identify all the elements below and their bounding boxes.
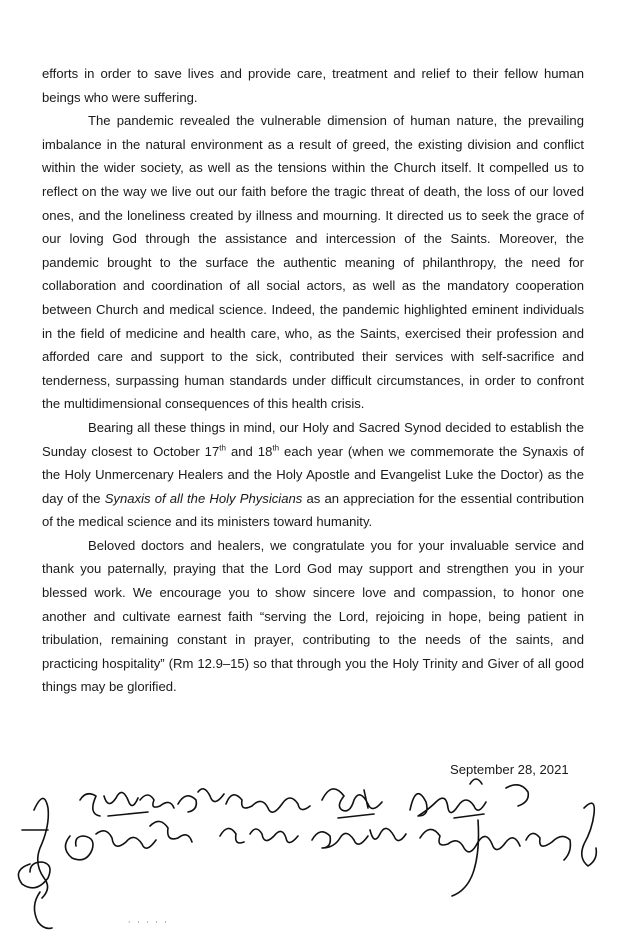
letter-date: September 28, 2021	[450, 762, 569, 777]
handwritten-signature	[0, 770, 623, 936]
ordinal-suffix: th	[272, 443, 280, 453]
ordinal-suffix: th	[219, 443, 226, 453]
text-run: Beloved doctors and healers, we congratulate you for your invaluable service and thank you paternally, praying that the Lord God may support and strengthen you in your blessed work. We encourage you to show sincere love and compassion, to honor one another and cultivate earnest faith “serving the Lord, rejoicing in hope, being patient in tribulation, remaining constant in prayer, contributing to the needs of the saints, and practicing hospitality” (Rm 12.9–15) so that through you the Holy Trinity and Giver of all good things may be glorified.	[42, 537, 584, 695]
text-run: and 18	[225, 443, 273, 459]
paragraph-1	[42, 62, 584, 109]
text-run: as an appreciation for the essential contribution of the medical science and its ministers toward humanity.	[42, 490, 584, 530]
letter-body	[42, 62, 584, 699]
text-run: each year (when we commemorate the Synaxis of the Holy Unmercenary Healers and the Holy Apostle and Evangelist Luke the Doctor) as the day of the	[42, 443, 585, 506]
paragraph-3	[42, 416, 584, 534]
paragraph-2	[42, 109, 584, 416]
footer-marks: · · · · ·	[128, 918, 169, 927]
paragraph-4	[42, 534, 584, 699]
italic-phrase: Synaxis of all the Holy Physicians	[104, 490, 303, 506]
text-run: efforts in order to save lives and provide care, treatment and relief to their fellow human beings who were suffering.	[42, 66, 584, 105]
text-run: The pandemic revealed the vulnerable dimension of human nature, the prevailing imbalance in the natural environment as a result of greed, the existing division and conflict within the wider society, as well as the tensions within the Church itself. It compelled us to reflect on the way we live out our faith before the tragic threat of death, the loss of our loved ones, and the loneliness created by illness and mourning. It directed us to seek the grace of our loving God through the assistance and intercession of the Saints. Moreover, the pandemic brought to the surface the authentic meaning of philanthropy, the need for collaboration and coordination of all social actors, as well as the mandatory cooperation between Church and medical science. Indeed, the pandemic highlighted eminent individuals in the field of medicine and health care, who, as the Saints, exercised their profession and afforded care and support to the sick, contributed their services with self-sacrifice and tenderness, surpassing human standards under difficult circumstances, in order to confront the multidimensional consequences of this health crisis.	[42, 113, 584, 412]
text-run: Bearing all these things in mind, our Holy and Sacred Synod decided to establish the Sunday closest to October 17	[42, 419, 584, 459]
